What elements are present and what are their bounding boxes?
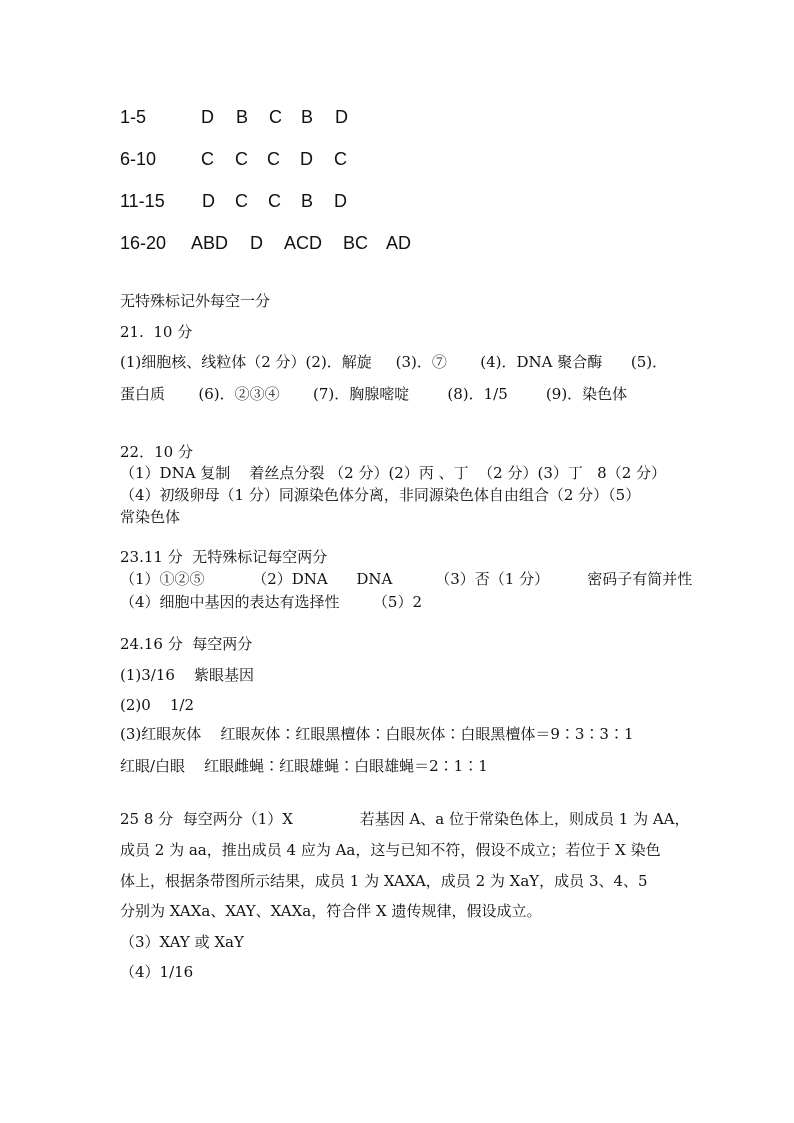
mc-range: 16-20 <box>120 233 167 253</box>
mc-answer: D <box>300 149 313 169</box>
mc-answer: C <box>268 191 281 211</box>
mc-range: 1-5 <box>120 107 147 127</box>
q25-line-1: 25 8 分 每空两分（1）X 若基因 A、a 位于常染色体上，则成员 1 为 AA， <box>120 810 690 828</box>
q25-line-6: （4）1/16 <box>120 963 194 981</box>
mc-answer: D <box>335 107 348 127</box>
mc-answer: AD <box>386 233 412 253</box>
mc-answer: B <box>301 107 314 127</box>
q21-title: 21. 10 分 <box>120 323 193 341</box>
mc-range: 6-10 <box>120 149 157 169</box>
mc-answer: ACD <box>284 233 323 253</box>
q25-line-5: （3）XAY 或 XaY <box>120 933 244 951</box>
q22-line-2: （4）初级卵母（1 分）同源染色体分离，非同源染色体自由组合（2 分）（5） <box>120 486 641 504</box>
mc-answer: D <box>201 107 214 127</box>
mc-answer: D <box>250 233 263 253</box>
mc-answer: B <box>301 191 314 211</box>
q22-line-1: （1）DNA 复制 着丝点分裂 （2 分）(2）丙 、丁 （2 分）(3）丁 8（2 分） <box>120 464 667 482</box>
mc-answer: C <box>334 149 347 169</box>
q21-line-2: 蛋白质 (6)．②③④ (7)．胸腺嘧啶 (8)．1/5 (9)．染色体 <box>120 385 628 403</box>
q24-line-3: (3)红眼灰体 红眼灰体∶红眼黑檀体∶白眼灰体∶白眼黑檀体＝9∶3∶3∶1 <box>120 725 634 743</box>
mc-answer: C <box>235 149 248 169</box>
mc-answer: C <box>267 149 280 169</box>
mc-answer: C <box>269 107 282 127</box>
q23-line-1: （1）①②⑤ （2）DNA DNA （3）否（1 分） 密码子有简并性 <box>120 570 693 588</box>
q25-line-4: 分别为 XAXa、XAY、XAXa，符合伴 X 遗传规律，假设成立。 <box>120 902 542 920</box>
q25-line-3: 体上，根据条带图所示结果，成员 1 为 XAXA，成员 2 为 XaY，成员 3、4、5 <box>120 872 648 890</box>
q21-line-1: (1)细胞核、线粒体（2 分）(2)．解旋 (3)．⑦ (4)．DNA 聚合酶 (5)． <box>120 353 668 371</box>
q24-line-2: (2)0 1/2 <box>120 696 195 714</box>
mc-answer: C <box>201 149 214 169</box>
scoring-note: 无特殊标记外每空一分 <box>120 292 271 310</box>
mc-answer: B <box>236 107 249 127</box>
q23-title: 23.11 分 无特殊标记每空两分 <box>120 548 328 566</box>
q22-line-3: 常染色体 <box>120 508 181 526</box>
q24-line-4: 红眼/白眼 红眼雌蝇∶红眼雄蝇∶白眼雄蝇＝2∶1∶1 <box>120 757 488 775</box>
mc-answer: BC <box>343 233 369 253</box>
mc-range: 11-15 <box>120 191 165 211</box>
mc-answer: ABD <box>191 233 229 253</box>
q24-title: 24.16 分 每空两分 <box>120 635 253 653</box>
q23-line-2: （4）细胞中基因的表达有选择性 （5）2 <box>120 593 423 611</box>
mc-answer: D <box>334 191 347 211</box>
q25-line-2: 成员 2 为 aa，推出成员 4 应为 Aa，这与已知不符，假设不成立；若位于 X 染色 <box>120 841 661 859</box>
mc-answer: C <box>235 191 248 211</box>
mc-answer: D <box>202 191 215 211</box>
q22-title: 22．10 分 <box>120 443 193 461</box>
q24-line-1: (1)3/16 紫眼基因 <box>120 666 255 684</box>
